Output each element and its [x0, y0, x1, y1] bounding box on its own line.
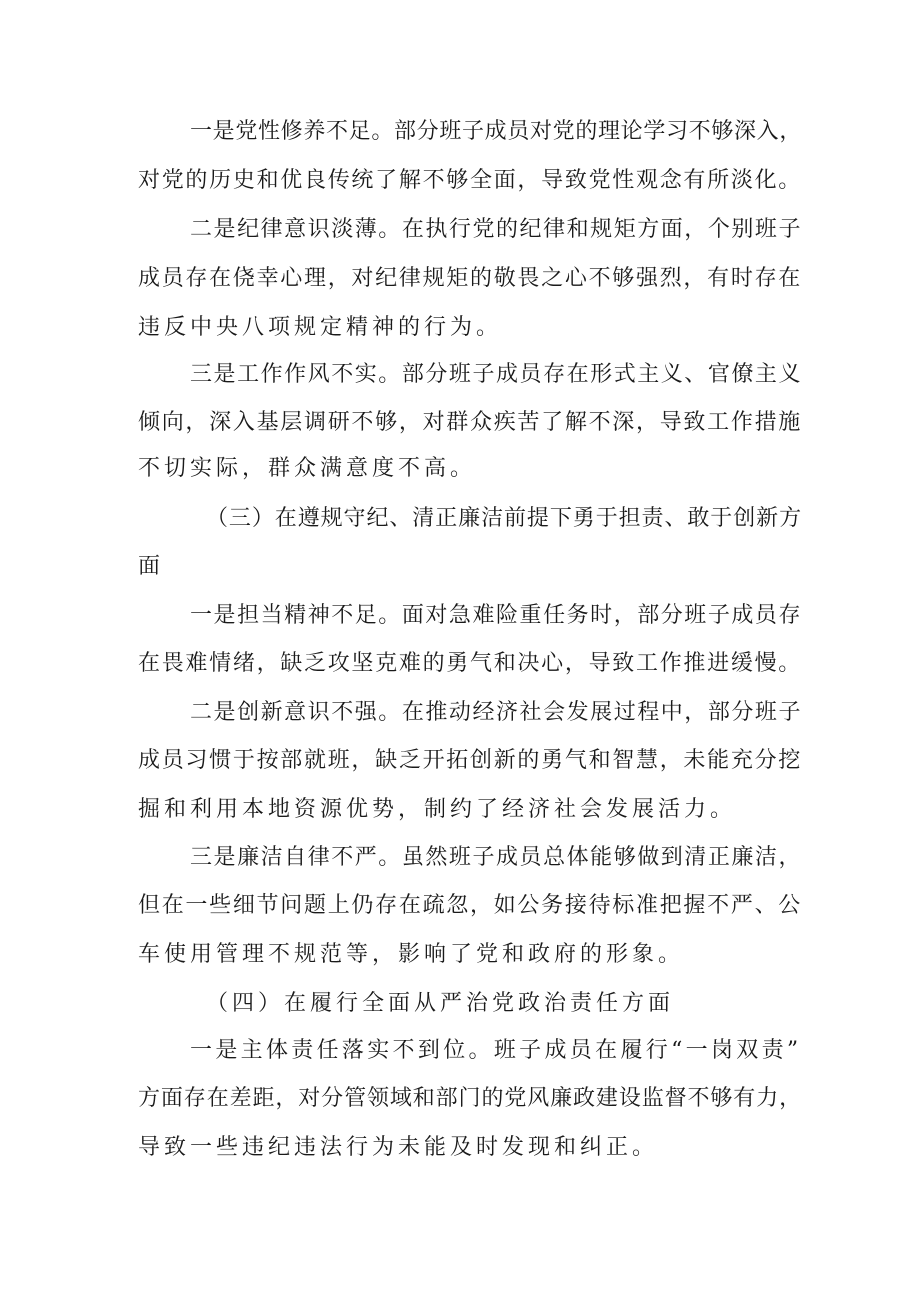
- paragraph-line: 违反中央八项规定精神的行为。: [138, 315, 503, 340]
- paragraph-line: 对党的历史和优良传统了解不够全面，导致党性观念有所淡化。: [138, 168, 803, 193]
- paragraph-line: 二是创新意识不强。在推动经济社会发展过程中，部分班子: [190, 700, 803, 725]
- paragraph-line: 一是担当精神不足。面对急难险重任务时，部分班子成员存: [190, 603, 803, 628]
- section-heading: （四）在履行全面从严治党政治责任方面: [206, 991, 675, 1016]
- paragraph-line: 二是纪律意识淡薄。在执行党的纪律和规矩方面，个别班子: [190, 217, 803, 242]
- paragraph-line: 方面存在差距，对分管领域和部门的党风廉政建设监督不够有力，: [138, 1086, 803, 1111]
- paragraph-line: 掘和利用本地资源优势，制约了经济社会发展活力。: [138, 797, 737, 822]
- section-heading: 面: [138, 554, 165, 579]
- paragraph-line: 但在一些细节问题上仍存在疏忽，如公务接待标准把握不严、公: [138, 893, 803, 918]
- paragraph-line: 三是廉洁自律不严。虽然班子成员总体能够做到清正廉洁，: [190, 845, 803, 870]
- section-heading: （三）在遵规守纪、清正廉洁前提下勇于担责、敢于创新方: [206, 506, 803, 531]
- paragraph-line: 不切实际，群众满意度不高。: [138, 456, 477, 481]
- paragraph-line: 在畏难情绪，缺乏攻坚克难的勇气和决心，导致工作推进缓慢。: [138, 651, 803, 676]
- paragraph-line: 成员存在侥幸心理，对纪律规矩的敬畏之心不够强烈，有时存在: [138, 266, 803, 291]
- paragraph-line: 三是工作作风不实。部分班子成员存在形式主义、官僚主义: [190, 362, 803, 387]
- paragraph-line: 一是主体责任落实不到位。班子成员在履行“一岗双责”: [190, 1038, 802, 1063]
- paragraph-line: 车使用管理不规范等，影响了党和政府的形象。: [138, 942, 685, 967]
- paragraph-line: 一是党性修养不足。部分班子成员对党的理论学习不够深入，: [190, 119, 803, 144]
- paragraph-line: 导致一些违纪违法行为未能及时发现和纠正。: [138, 1135, 659, 1160]
- paragraph-line: 倾向，深入基层调研不够，对群众疾苦了解不深，导致工作措施: [138, 410, 803, 435]
- paragraph-line: 成员习惯于按部就班，缺乏开拓创新的勇气和智慧，未能充分挖: [138, 748, 803, 773]
